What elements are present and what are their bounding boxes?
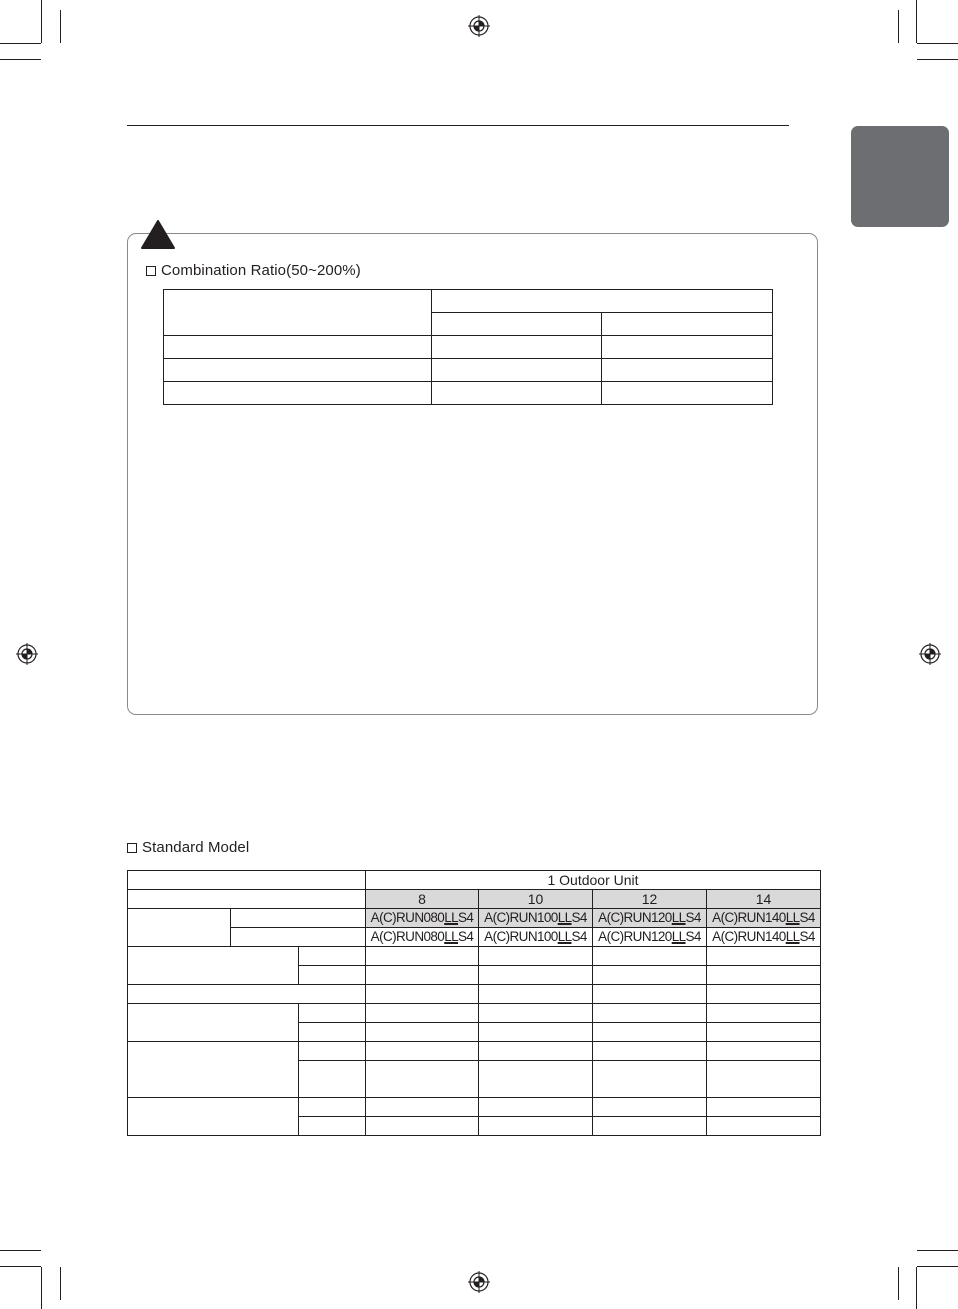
table-cell bbox=[479, 966, 593, 985]
table-row bbox=[164, 290, 773, 313]
table-cell bbox=[602, 382, 773, 405]
table-cell bbox=[479, 1023, 593, 1042]
combination-ratio-title: Combination Ratio(50~200%) bbox=[161, 262, 361, 279]
table-cell bbox=[707, 1061, 821, 1098]
table-row bbox=[164, 359, 773, 382]
model-name-cell bbox=[707, 928, 821, 947]
model-variable-code: LL bbox=[557, 910, 572, 925]
model-suffix: S4 bbox=[458, 910, 474, 925]
table-cell bbox=[299, 1023, 366, 1042]
model-name-cell bbox=[479, 909, 593, 928]
crop-mark bbox=[60, 1267, 61, 1300]
crop-mark bbox=[898, 1267, 899, 1300]
table-cell bbox=[479, 1098, 593, 1117]
table-cell bbox=[432, 313, 602, 336]
table-row bbox=[128, 1098, 821, 1117]
model-prefix: A(C)RUN120 bbox=[598, 910, 672, 925]
table-row bbox=[128, 909, 821, 928]
crop-mark bbox=[41, 1267, 42, 1309]
standard-model-table bbox=[127, 870, 821, 1136]
model-suffix: S4 bbox=[799, 910, 815, 925]
table-row bbox=[128, 947, 821, 966]
table-cell bbox=[479, 1004, 593, 1023]
column-header: 12 bbox=[593, 890, 707, 909]
table-cell bbox=[707, 1004, 821, 1023]
table-row bbox=[128, 928, 821, 947]
table-cell bbox=[299, 966, 366, 985]
table-row bbox=[128, 890, 821, 909]
model-suffix: S4 bbox=[571, 929, 587, 944]
model-prefix: A(C)RUN140 bbox=[712, 910, 786, 925]
table-cell bbox=[366, 985, 479, 1004]
table-cell bbox=[479, 1042, 593, 1061]
table-cell bbox=[366, 966, 479, 985]
table-cell bbox=[366, 1004, 479, 1023]
table-row bbox=[164, 382, 773, 405]
table-cell bbox=[602, 313, 773, 336]
table-cell bbox=[593, 1098, 707, 1117]
table-cell bbox=[366, 1061, 479, 1098]
table-cell bbox=[432, 359, 602, 382]
table-cell bbox=[479, 947, 593, 966]
model-variable-code: LL bbox=[444, 910, 459, 925]
table-cell bbox=[164, 382, 432, 405]
table-cell bbox=[128, 1004, 299, 1042]
outdoor-unit-header: 1 Outdoor Unit bbox=[366, 871, 821, 890]
table-cell bbox=[299, 1061, 366, 1098]
header-rule bbox=[127, 125, 789, 126]
crop-mark bbox=[0, 43, 41, 44]
crop-mark bbox=[917, 59, 958, 60]
table-row bbox=[128, 1004, 821, 1023]
table-cell bbox=[299, 947, 366, 966]
registration-target-icon bbox=[468, 15, 490, 37]
table-cell bbox=[231, 909, 366, 928]
column-header: 8 bbox=[366, 890, 479, 909]
table-cell bbox=[366, 1098, 479, 1117]
table-cell bbox=[707, 1042, 821, 1061]
crop-mark bbox=[41, 0, 42, 43]
caution-triangle-icon bbox=[140, 218, 176, 250]
table-cell bbox=[432, 382, 602, 405]
model-name-cell bbox=[593, 928, 707, 947]
model-name-cell bbox=[479, 928, 593, 947]
table-cell bbox=[602, 359, 773, 382]
model-name-cell bbox=[366, 909, 479, 928]
table-cell bbox=[299, 1042, 366, 1061]
table-cell bbox=[128, 985, 366, 1004]
table-cell bbox=[231, 928, 366, 947]
table-cell bbox=[602, 336, 773, 359]
note-title-line bbox=[176, 233, 324, 234]
crop-mark bbox=[917, 1266, 958, 1267]
table-cell bbox=[707, 985, 821, 1004]
model-prefix: A(C)RUN100 bbox=[484, 910, 558, 925]
column-header: 14 bbox=[707, 890, 821, 909]
crop-mark bbox=[0, 1250, 41, 1251]
table-cell bbox=[432, 336, 602, 359]
registration-target-icon bbox=[919, 643, 941, 665]
table-cell bbox=[366, 1042, 479, 1061]
crop-mark bbox=[0, 1266, 41, 1267]
table-cell bbox=[128, 1098, 299, 1136]
chapter-side-tab bbox=[851, 126, 949, 227]
table-cell bbox=[128, 890, 366, 909]
table-cell bbox=[479, 1117, 593, 1136]
table-cell bbox=[432, 290, 773, 313]
table-cell bbox=[366, 1023, 479, 1042]
model-variable-code: LL bbox=[444, 929, 459, 944]
table-cell bbox=[707, 966, 821, 985]
table-cell bbox=[128, 909, 231, 947]
table-cell bbox=[164, 359, 432, 382]
table-cell bbox=[299, 1117, 366, 1136]
table-row bbox=[164, 336, 773, 359]
crop-mark bbox=[898, 10, 899, 43]
table-cell bbox=[164, 290, 432, 336]
model-variable-code: LL bbox=[785, 910, 800, 925]
table-cell bbox=[479, 985, 593, 1004]
crop-mark bbox=[60, 10, 61, 43]
table-cell bbox=[593, 966, 707, 985]
combination-ratio-table bbox=[163, 289, 773, 405]
table-cell bbox=[707, 1117, 821, 1136]
model-suffix: S4 bbox=[571, 910, 587, 925]
table-cell bbox=[593, 1004, 707, 1023]
table-cell bbox=[366, 1117, 479, 1136]
table-cell bbox=[707, 1098, 821, 1117]
model-prefix: A(C)RUN120 bbox=[598, 929, 672, 944]
table-cell bbox=[164, 336, 432, 359]
table-cell bbox=[593, 1061, 707, 1098]
table-cell bbox=[479, 1061, 593, 1098]
crop-mark bbox=[916, 1267, 917, 1309]
model-prefix: A(C)RUN080 bbox=[370, 910, 445, 925]
model-prefix: A(C)RUN100 bbox=[484, 929, 558, 944]
crop-mark bbox=[917, 1250, 958, 1251]
table-cell bbox=[128, 947, 299, 985]
model-prefix: A(C)RUN080 bbox=[370, 929, 445, 944]
model-suffix: S4 bbox=[685, 929, 701, 944]
table-cell bbox=[593, 947, 707, 966]
section-checkbox-icon bbox=[127, 843, 137, 853]
model-name-cell bbox=[593, 909, 707, 928]
table-row bbox=[128, 1042, 821, 1061]
table-row bbox=[128, 985, 821, 1004]
table-cell bbox=[128, 871, 366, 890]
table-cell bbox=[707, 947, 821, 966]
crop-mark bbox=[916, 0, 917, 43]
table-cell bbox=[593, 1117, 707, 1136]
table-cell bbox=[299, 1098, 366, 1117]
column-header: 10 bbox=[479, 890, 593, 909]
model-variable-code: LL bbox=[671, 929, 686, 944]
standard-model-heading bbox=[127, 839, 249, 856]
registration-target-icon bbox=[468, 1271, 490, 1293]
model-suffix: S4 bbox=[799, 929, 815, 944]
table-cell bbox=[593, 1042, 707, 1061]
model-prefix: A(C)RUN140 bbox=[712, 929, 786, 944]
model-variable-code: LL bbox=[557, 929, 572, 944]
model-suffix: S4 bbox=[685, 910, 701, 925]
model-variable-code: LL bbox=[785, 929, 800, 944]
table-cell bbox=[593, 985, 707, 1004]
combination-ratio-heading bbox=[146, 262, 361, 279]
table-cell bbox=[707, 1023, 821, 1042]
crop-mark bbox=[917, 43, 958, 44]
model-variable-code: LL bbox=[671, 910, 686, 925]
table-cell bbox=[593, 1023, 707, 1042]
table-cell bbox=[299, 1004, 366, 1023]
table-cell bbox=[366, 947, 479, 966]
section-checkbox-icon bbox=[146, 266, 156, 276]
table-row bbox=[128, 871, 821, 890]
registration-target-icon bbox=[16, 643, 38, 665]
crop-mark bbox=[0, 59, 41, 60]
model-suffix: S4 bbox=[458, 929, 474, 944]
table-cell bbox=[128, 1042, 299, 1098]
model-name-cell bbox=[707, 909, 821, 928]
standard-model-title: Standard Model bbox=[142, 839, 250, 856]
model-name-cell bbox=[366, 928, 479, 947]
